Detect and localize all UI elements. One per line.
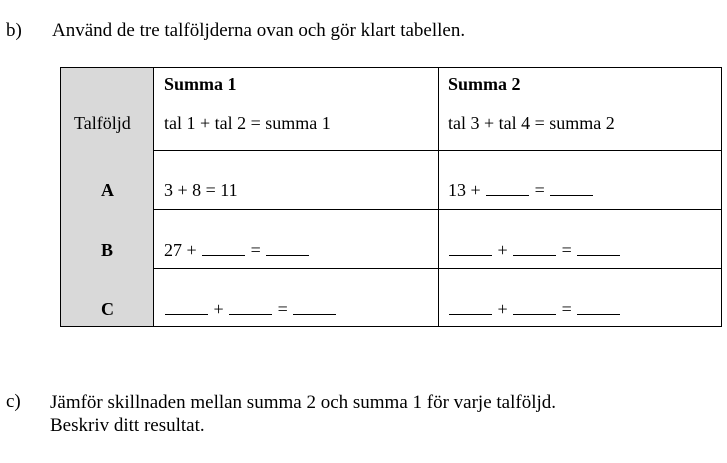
question-c-line2: Beskriv ditt resultat.	[50, 415, 205, 436]
question-c-label: c)	[6, 391, 21, 412]
col2-title: Summa 2	[448, 74, 521, 94]
row-label-b: B	[101, 240, 114, 260]
row-divider	[154, 268, 722, 269]
answer-blank[interactable]	[165, 313, 208, 315]
row-c-summa2	[448, 299, 621, 320]
row-divider	[154, 209, 722, 210]
plus-sign: +	[497, 299, 508, 319]
row-b-summa2	[448, 240, 621, 261]
col1-formula: tal 1 + tal 2 = summa 1	[164, 113, 331, 133]
row-a-summa1: 3 + 8 = 11	[164, 180, 238, 200]
answer-blank[interactable]	[449, 313, 492, 315]
equals-sign: =	[277, 299, 288, 319]
equals-sign: =	[534, 180, 545, 200]
answer-blank[interactable]	[577, 313, 620, 315]
row-header-label: Talföljd	[74, 113, 131, 133]
question-c-text	[50, 391, 556, 437]
row-divider	[154, 150, 722, 151]
answer-blank[interactable]	[513, 313, 556, 315]
row-label-a: A	[101, 180, 114, 200]
answer-blank[interactable]	[550, 194, 593, 196]
answer-blank[interactable]	[266, 254, 309, 256]
column-divider	[438, 68, 439, 326]
answer-blank[interactable]	[577, 254, 620, 256]
answer-blank[interactable]	[513, 254, 556, 256]
row-b-summa1	[164, 240, 310, 261]
plus-sign: +	[213, 299, 224, 319]
equals-sign: =	[250, 240, 261, 260]
answer-table	[60, 67, 722, 327]
row-a-summa2-start: 13 +	[448, 180, 481, 200]
question-b-label: b)	[6, 20, 22, 41]
plus-sign: +	[497, 240, 508, 260]
question-b-text: Använd de tre talföljderna ovan och gör klart tabellen.	[52, 20, 466, 41]
answer-blank[interactable]	[486, 194, 529, 196]
answer-blank[interactable]	[229, 313, 272, 315]
answer-blank[interactable]	[293, 313, 336, 315]
row-label-c: C	[101, 299, 114, 319]
equals-sign: =	[561, 240, 572, 260]
row-c-summa1	[164, 299, 337, 320]
answer-blank[interactable]	[202, 254, 245, 256]
row-a-summa2	[448, 180, 594, 201]
col2-formula: tal 3 + tal 4 = summa 2	[448, 113, 615, 133]
col1-title: Summa 1	[164, 74, 237, 94]
answer-blank[interactable]	[449, 254, 492, 256]
row-b-summa1-start: 27 +	[164, 240, 197, 260]
equals-sign: =	[561, 299, 572, 319]
question-c-line1: Jämför skillnaden mellan summa 2 och summa 1 för varje talföljd.	[50, 392, 557, 413]
